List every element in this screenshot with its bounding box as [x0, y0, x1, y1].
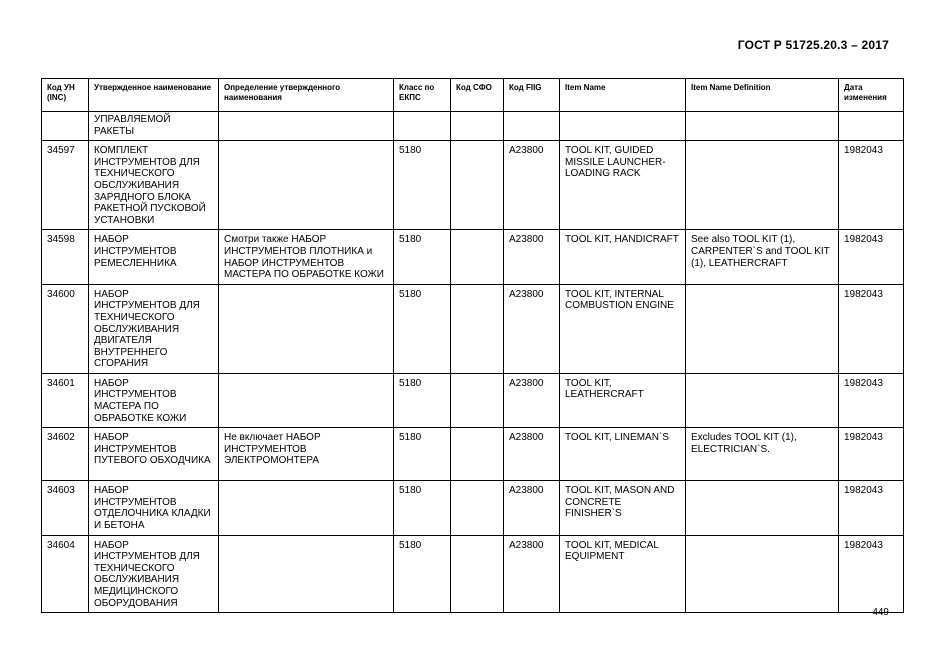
cell-fiig: A23800: [504, 230, 560, 284]
cell-inc: [42, 112, 89, 141]
col-header-fiig: Код FIIG: [504, 79, 560, 112]
cell-name: НАБОР ИНСТРУМЕНТОВ РЕМЕСЛЕННИКА: [89, 230, 219, 284]
cell-class: 5180: [394, 373, 451, 427]
cell-sfo: [451, 141, 504, 230]
cell-definition: Смотри также НАБОР ИНСТРУМЕНТОВ ПЛОТНИКА и НАБОР ИНСТРУМЕНТОВ МАСТЕРА ПО ОБРАБОТКЕ КОЖИ: [219, 230, 394, 284]
cell-definition: [219, 373, 394, 427]
cell-item-definition: [686, 112, 839, 141]
cell-date: 1982043: [839, 535, 904, 613]
cell-item-definition: [686, 535, 839, 613]
cell-name: НАБОР ИНСТРУМЕНТОВ ДЛЯ ТЕХНИЧЕСКОГО ОБСЛУЖИВАНИЯ ДВИГАТЕЛЯ ВНУТРЕННЕГО СГОРАНИЯ: [89, 284, 219, 373]
cell-fiig: A23800: [504, 141, 560, 230]
cell-date: 1982043: [839, 481, 904, 535]
cell-name: НАБОР ИНСТРУМЕНТОВ МАСТЕРА ПО ОБРАБОТКЕ КОЖИ: [89, 373, 219, 427]
cell-name: НАБОР ИНСТРУМЕНТОВ ДЛЯ ТЕХНИЧЕСКОГО ОБСЛУЖИВАНИЯ МЕДИЦИНСКОГО ОБОРУДОВАНИЯ: [89, 535, 219, 613]
cell-definition: Не включает НАБОР ИНСТРУМЕНТОВ ЭЛЕКТРОМОНТЕРА: [219, 428, 394, 481]
cell-item-name: TOOL KIT, MEDICAL EQUIPMENT: [560, 535, 686, 613]
col-header-item-definition: Item Name Definition: [686, 79, 839, 112]
cell-fiig: A23800: [504, 481, 560, 535]
cell-class: 5180: [394, 535, 451, 613]
cell-class: 5180: [394, 481, 451, 535]
cell-item-name: [560, 112, 686, 141]
cell-class: [394, 112, 451, 141]
table-row: [42, 481, 904, 535]
cell-name: НАБОР ИНСТРУМЕНТОВ ПУТЕВОГО ОБХОДЧИКА: [89, 428, 219, 481]
cell-date: 1982043: [839, 373, 904, 427]
cell-sfo: [451, 535, 504, 613]
cell-fiig: [504, 112, 560, 141]
cell-sfo: [451, 230, 504, 284]
cell-item-definition: Excludes TOOL KIT (1), ELECTRICIAN`S.: [686, 428, 839, 481]
cell-class: 5180: [394, 428, 451, 481]
cell-item-definition: [686, 373, 839, 427]
table-row: [42, 112, 904, 141]
cell-definition: [219, 284, 394, 373]
cell-sfo: [451, 373, 504, 427]
table-row: [42, 535, 904, 613]
cell-class: 5180: [394, 141, 451, 230]
cell-item-definition: [686, 481, 839, 535]
col-header-inc: Код УН (INC): [42, 79, 89, 112]
cell-class: 5180: [394, 230, 451, 284]
cell-fiig: A23800: [504, 373, 560, 427]
cell-inc: 34597: [42, 141, 89, 230]
cell-definition: [219, 112, 394, 141]
cell-definition: [219, 141, 394, 230]
cell-fiig: A23800: [504, 284, 560, 373]
cell-item-definition: [686, 141, 839, 230]
cell-date: [839, 112, 904, 141]
cell-item-name: TOOL KIT, INTERNAL COMBUSTION ENGINE: [560, 284, 686, 373]
cell-inc: 34601: [42, 373, 89, 427]
table-row: [42, 284, 904, 373]
cell-inc: 34603: [42, 481, 89, 535]
cell-item-definition: See also TOOL KIT (1), CARPENTER`S and TOOL KIT (1), LEATHERCRAFT: [686, 230, 839, 284]
col-header-item-name: Item Name: [560, 79, 686, 112]
cell-definition: [219, 535, 394, 613]
cell-name: УПРАВЛЯЕМОЙ РАКЕТЫ: [89, 112, 219, 141]
page-number: 449: [872, 607, 889, 618]
col-header-date: Дата изменения: [839, 79, 904, 112]
col-header-approved-name: Утвержденное наименование: [89, 79, 219, 112]
cell-sfo: [451, 481, 504, 535]
cell-inc: 34604: [42, 535, 89, 613]
cell-inc: 34602: [42, 428, 89, 481]
table-row: [42, 373, 904, 427]
cell-item-name: TOOL KIT, GUIDED MISSILE LAUNCHER-LOADING RACK: [560, 141, 686, 230]
cell-fiig: A23800: [504, 535, 560, 613]
cell-sfo: [451, 284, 504, 373]
cell-fiig: A23800: [504, 428, 560, 481]
cell-date: 1982043: [839, 284, 904, 373]
table-row: [42, 428, 904, 481]
table-row: [42, 230, 904, 284]
cell-date: 1982043: [839, 230, 904, 284]
cell-definition: [219, 481, 394, 535]
cell-item-name: TOOL KIT, LEATHERCRAFT: [560, 373, 686, 427]
col-header-class: Класс по ЕКПС: [394, 79, 451, 112]
table-header-row: [42, 79, 904, 112]
col-header-definition: Определение утвержденного наименования: [219, 79, 394, 112]
cell-date: 1982043: [839, 428, 904, 481]
cell-item-name: TOOL KIT, LINEMAN`S: [560, 428, 686, 481]
cell-item-name: TOOL KIT, MASON AND CONCRETE FINISHER`S: [560, 481, 686, 535]
cell-name: НАБОР ИНСТРУМЕНТОВ ОТДЕЛОЧНИКА КЛАДКИ И БЕТОНА: [89, 481, 219, 535]
nomenclature-table: [41, 78, 904, 613]
cell-item-definition: [686, 284, 839, 373]
standard-code: ГОСТ Р 51725.20.3 – 2017: [737, 38, 889, 52]
cell-inc: 34600: [42, 284, 89, 373]
cell-sfo: [451, 112, 504, 141]
cell-name: КОМПЛЕКТ ИНСТРУМЕНТОВ ДЛЯ ТЕХНИЧЕСКОГО ОБСЛУЖИВАНИЯ ЗАРЯДНОГО БЛОКА РАКЕТНОЙ ПУСКОВОЙ УСТАНОВКИ: [89, 141, 219, 230]
table-row: [42, 141, 904, 230]
col-header-sfo: Код СФО: [451, 79, 504, 112]
cell-class: 5180: [394, 284, 451, 373]
cell-inc: 34598: [42, 230, 89, 284]
cell-item-name: TOOL KIT, HANDICRAFT: [560, 230, 686, 284]
cell-sfo: [451, 428, 504, 481]
cell-date: 1982043: [839, 141, 904, 230]
